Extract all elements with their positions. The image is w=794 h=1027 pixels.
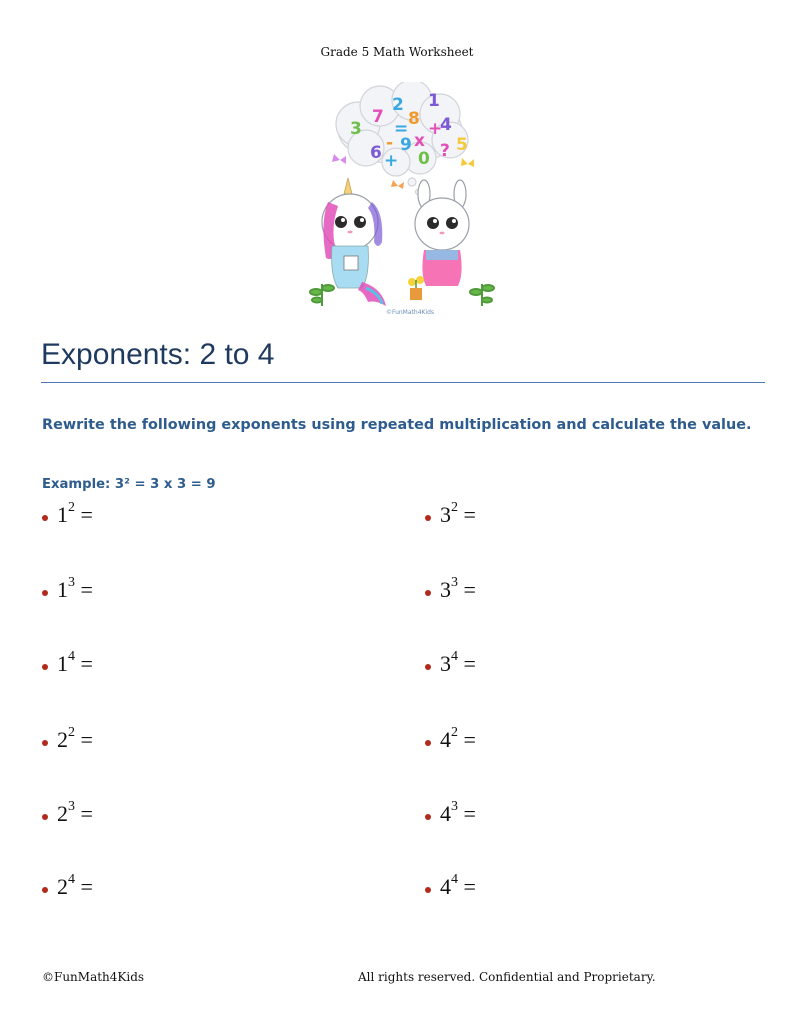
exponent-problem [425,799,476,829]
exponent-power: 3 [451,798,458,814]
plant-left [310,284,334,306]
cloud-number: 6 [370,143,382,163]
cloud-number: 8 [408,109,420,129]
equals-sign: = [80,727,93,752]
cloud-number: + [428,119,443,139]
butterfly-icon [391,180,404,189]
exponent-power: 4 [68,648,75,664]
cloud-number: + [384,151,399,171]
bullet-icon [42,664,48,670]
exponent-problem [42,872,93,902]
exponent-problem [425,725,476,755]
cloud-number: 3 [350,119,362,139]
equals-sign: = [80,502,93,527]
exponent-power: 4 [451,871,458,887]
exponent-power: 3 [68,574,75,590]
exponent-power: 2 [68,724,75,740]
cloud-number: 7 [372,107,384,127]
cloud-number: 1 [428,91,440,111]
equals-sign: = [80,577,93,602]
exponent-base: 1 [57,502,68,527]
exponent-problem [42,799,93,829]
exponent-expression [440,648,476,677]
exponent-expression [57,871,93,900]
exponent-power: 4 [68,871,75,887]
exponent-base: 3 [440,502,451,527]
exponent-base: 4 [440,874,451,899]
exponent-problem [425,649,476,679]
equals-sign: = [463,801,476,826]
exponent-expression [440,871,476,900]
cloud-number: x [414,131,425,151]
illustration-credit: ©FunMath4Kids [385,309,435,316]
bullet-icon [425,740,431,746]
exponent-expression [440,499,476,528]
exponent-base: 3 [440,651,451,676]
equals-sign: = [80,651,93,676]
exponent-expression [440,724,476,753]
exponent-power: 4 [451,648,458,664]
butterfly-icon [332,154,346,164]
exponent-power: 2 [451,724,458,740]
equals-sign: = [463,577,476,602]
page-title: Exponents: 2 to 4 [41,338,275,371]
cloud-number: 5 [456,135,468,155]
cloud-number: 2 [392,95,404,115]
cloud-number: ? [440,141,450,161]
exponent-problem [42,500,93,530]
bullet-icon [42,740,48,746]
example-text: Example: 3² = 3 x 3 = 9 [42,477,216,492]
equals-sign: = [463,651,476,676]
footer-copyright: ©FunMath4Kids [42,970,145,984]
exponent-problem [425,500,476,530]
exponent-expression [440,574,476,603]
bullet-icon [42,814,48,820]
exponent-base: 1 [57,577,68,602]
exponent-expression [440,798,476,827]
exponent-base: 2 [57,727,68,752]
flower-pot [408,276,424,300]
exponent-expression [57,574,93,603]
exponent-power: 3 [68,798,75,814]
equals-sign: = [80,801,93,826]
bullet-icon [42,590,48,596]
exponent-power: 2 [68,499,75,515]
equals-sign: = [463,727,476,752]
bullet-icon [42,887,48,893]
title-divider [41,382,765,383]
equals-sign: = [463,502,476,527]
unicorn-bunny-drawing [300,82,500,318]
exponent-problem [425,575,476,605]
exponent-expression [57,798,93,827]
exponent-expression [57,724,93,753]
worksheet-header: Grade 5 Math Worksheet [320,45,474,59]
equals-sign: = [80,874,93,899]
plant-right [470,284,494,306]
exponent-base: 1 [57,651,68,676]
cloud-number: 4 [440,115,452,135]
exponent-base: 2 [57,874,68,899]
exponent-base: 2 [57,801,68,826]
exponent-base: 4 [440,727,451,752]
butterfly-icon [461,158,474,167]
bullet-icon [425,515,431,521]
cloud-number: = [394,119,409,139]
bullet-icon [42,515,48,521]
equals-sign: = [463,874,476,899]
bullet-icon [425,590,431,596]
bullet-icon [425,887,431,893]
bullet-icon [425,814,431,820]
exponent-power: 3 [451,574,458,590]
exponent-problem [42,649,93,679]
exponent-base: 4 [440,801,451,826]
exponent-base: 3 [440,577,451,602]
cloud-number: 0 [418,149,430,169]
exponent-problem [42,725,93,755]
exponent-expression [57,499,93,528]
cloud-number: 9 [400,135,412,155]
cloud-number: - [386,133,394,153]
bullet-icon [425,664,431,670]
exponent-problem [42,575,93,605]
exponent-power: 2 [451,499,458,515]
bunny-character [415,180,469,286]
footer-rights: All rights reserved. Confidential and Proprietary. [358,970,656,984]
instructions-text: Rewrite the following exponents using repeated multiplication and calculate the value. [42,417,752,433]
exponent-expression [57,648,93,677]
cartoon-illustration [300,82,500,318]
exponent-problem [425,872,476,902]
